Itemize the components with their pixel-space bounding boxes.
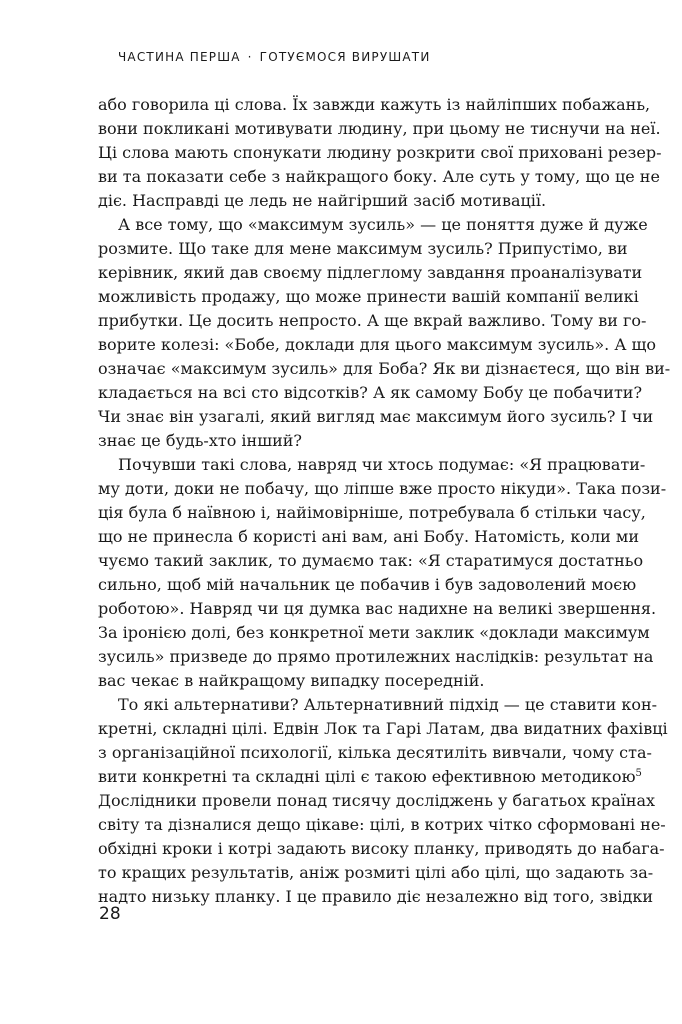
text-line-with-footnote [98,765,642,789]
text-line: з організаційної психології, кілька десятиліть вивчали, чому ста- [98,743,652,762]
text-line: Дослідники провели понад тисячу досліджень у багатьох країнах [98,791,656,810]
text-line: можливість продажу, що може принести вашій компанії великі [98,287,639,306]
text-line: або говорила ці слова. Їх завжди кажуть із найліпших побажань, [98,95,651,114]
text-line: зусиль» призведе до прямо протилежних наслідків: результат на [98,647,654,666]
page-number: 28 [99,904,121,924]
text-line: що не принесла б користі ані вам, ані Бобу. Натомість, коли ми [98,527,640,546]
text-line: кретні, складні цілі. Едвін Лок та Гарі Латам, два видатних фахівці [98,719,668,738]
text-line: вони покликані мотивувати людину, при цьому не тиснучи на неї. [98,119,661,138]
text-line: ви та показати себе з найкращого боку. Але суть у тому, що це не [98,167,660,186]
text-line: Почувши такі слова, навряд чи хтось подумає: «Я працювати- [118,455,646,474]
text-line: роботою». Навряд чи ця думка вас надихне на великі звершення. [98,599,657,618]
text-line: вас чекає в найкращому випадку посередній. [98,671,485,690]
text-line: знає це будь-хто інший? [98,431,302,450]
text-line: то кращих результатів, аніж розмиті цілі або цілі, що задають за- [98,863,654,882]
text-line: чуємо такий заклик, то думаємо так: «Я старатимуся достатньо [98,551,644,570]
text-line: означає «максимум зусиль» для Боба? Як ви дізнаєтеся, що він ви- [98,359,671,378]
text-line: За іронією долі, без конкретної мети заклик «доклади максимум [98,623,650,642]
body-text [98,93,671,909]
text-line: прибутки. Це досить непросто. А ще вкрай важливо. Тому ви го- [98,311,647,330]
running-head-part: ЧАСТИНА ПЕРША [118,50,241,64]
text-line: діє. Насправді це ледь не найгірший засіб мотивації. [98,191,547,210]
text-line: керівник, який дав своєму підлеглому завдання проаналізувати [98,263,643,282]
text-line: обхідні кроки і котрі задають високу планку, приводять до набага- [98,839,665,858]
text-line: надто низьку планку. І це правило діє незалежно від того, звідки [98,887,654,906]
text-line: кладається на всі сто відсотків? А як самому Бобу це побачити? [98,383,643,402]
text-line: му доти, доки не побачу, що ліпше вже просто нікуди». Така пози- [98,479,667,498]
text-line: Ці слова мають спонукати людину розкрити свої приховані резер- [98,143,662,162]
text-line: світу та дізналися дещо цікаве: цілі, в котрих чітко сформовані не- [98,815,666,834]
running-head-chapter: ГОТУЄМОСЯ ВИРУШАТИ [259,50,431,64]
running-head-separator: · [247,50,253,64]
text-line: сильно, щоб мій начальник це побачив і був задоволений моєю [98,575,637,594]
text-line: вити конкретні та складні цілі є такою ефективною методикою [98,767,636,786]
running-head [118,50,431,64]
text-line: А все тому, що «максимум зусиль» — це поняття дуже й дуже [118,215,648,234]
text-line: ція була б наївною і, найімовірніше, потребувала б стільки часу, [98,503,646,522]
footnote-reference[interactable]: 5 [635,768,642,779]
text-line: розмите. Що таке для мене максимум зусиль? Припустімо, ви [98,239,628,258]
text-line: ворите колезі: «Бобе, доклади для цього максимум зусиль». А що [98,335,657,354]
text-line: То які альтернативи? Альтернативний підхід — це ставити кон- [118,695,658,714]
text-line: Чи знає він узагалі, який вигляд має максимум його зусиль? І чи [98,407,654,426]
